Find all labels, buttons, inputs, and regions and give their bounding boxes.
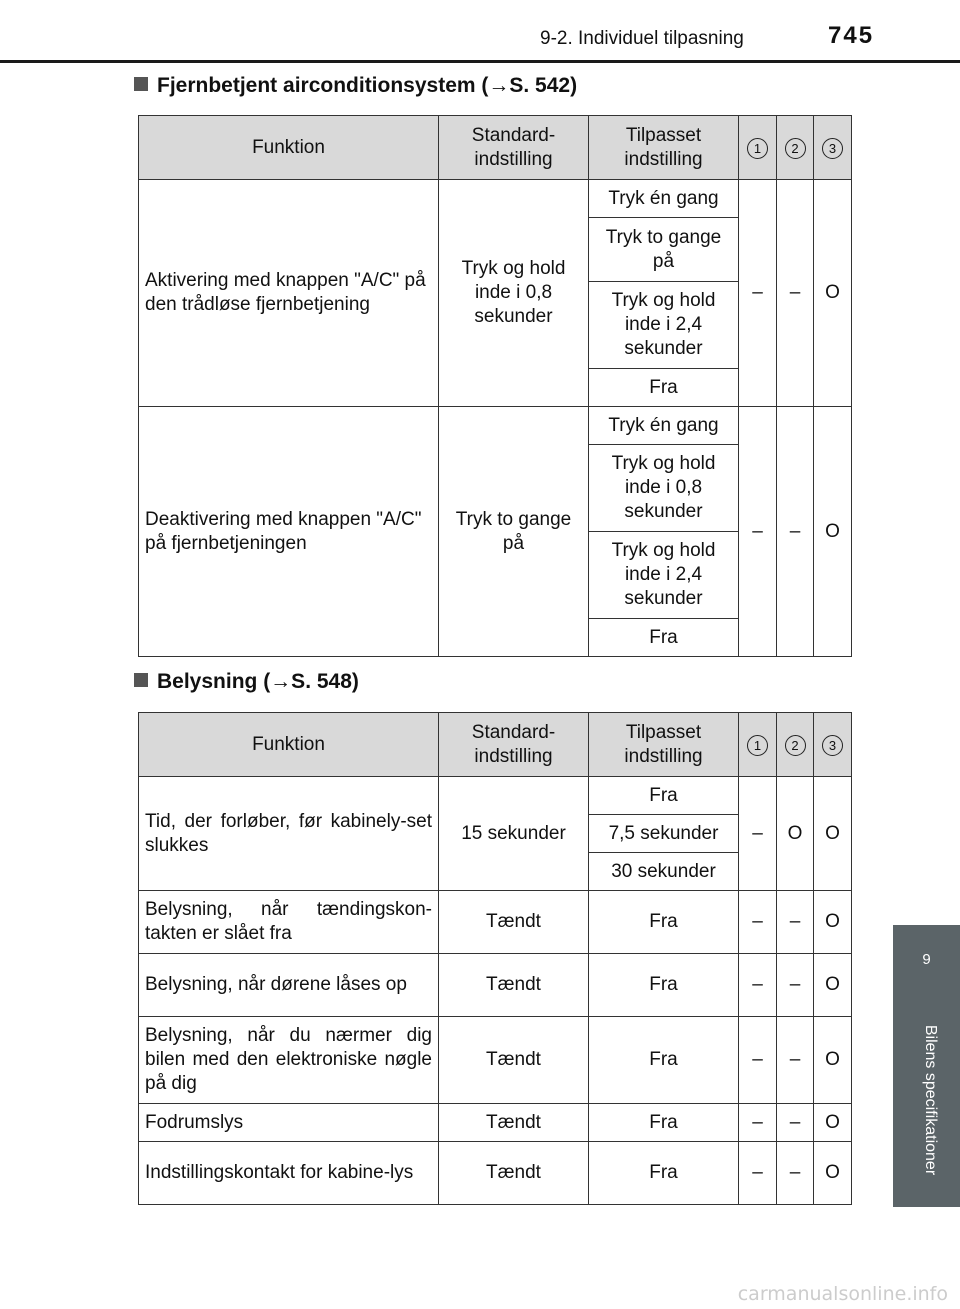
header-rule	[0, 60, 960, 63]
function-cell: Fodrumslys	[139, 1104, 439, 1142]
circled-3-icon: 3	[822, 138, 843, 159]
col3-cell: O	[814, 891, 852, 954]
col-tilpasset: Tilpasset indstilling	[589, 713, 739, 777]
chapter-tab	[893, 925, 960, 1007]
col3-cell: O	[814, 777, 852, 891]
table-row	[139, 954, 852, 1017]
table-row	[139, 1142, 852, 1205]
bullet-square-icon	[134, 673, 148, 687]
col2-cell: O	[777, 777, 814, 891]
circled-1-icon: 1	[747, 735, 768, 756]
col-3	[814, 116, 852, 180]
col1-cell: –	[739, 1142, 777, 1205]
option-cell: Tryk og hold inde i 2,4 sekunder	[589, 532, 739, 619]
circled-1-icon: 1	[747, 138, 768, 159]
col3-cell: O	[814, 1142, 852, 1205]
col-funktion: Funktion	[139, 116, 439, 180]
option-cell: Fra	[589, 1142, 739, 1205]
col2-cell: –	[777, 1142, 814, 1205]
function-cell: Deaktivering med knappen "A/C" på fjernbetjeningen	[139, 407, 439, 657]
default-cell: Tryk to gange på	[439, 407, 589, 657]
function-cell: Belysning, når du nærmer dig bilen med den elektroniske nøgle på dig	[139, 1017, 439, 1104]
option-cell: Fra	[589, 1017, 739, 1104]
section-title: 9-2. Individuel tilpasning	[540, 28, 744, 49]
col1-cell: –	[739, 1017, 777, 1104]
chapter-number: 9	[922, 951, 931, 968]
lighting-table	[138, 712, 852, 1205]
col2-cell: –	[777, 407, 814, 657]
option-cell: Fra	[589, 777, 739, 815]
page-number: 745	[828, 22, 875, 49]
col2-cell: –	[777, 954, 814, 1017]
default-cell: Tændt	[439, 891, 589, 954]
col-standard: Standard- indstilling	[439, 116, 589, 180]
function-cell: Aktivering med knappen "A/C" på den trådløse fjernbetjening	[139, 180, 439, 407]
col1-cell: –	[739, 954, 777, 1017]
col-2	[777, 116, 814, 180]
col-1	[739, 713, 777, 777]
table-row	[139, 777, 852, 815]
col2-cell: –	[777, 180, 814, 407]
bullet-square-icon	[134, 77, 148, 91]
col-1	[739, 116, 777, 180]
col3-cell: O	[814, 407, 852, 657]
circled-2-icon: 2	[785, 735, 806, 756]
function-cell: Indstillingskontakt for kabine-lys	[139, 1142, 439, 1205]
section1-heading	[134, 74, 577, 98]
col-2	[777, 713, 814, 777]
default-cell: Tændt	[439, 954, 589, 1017]
option-cell: Tryk og hold inde i 2,4 sekunder	[589, 282, 739, 369]
table-row	[139, 891, 852, 954]
default-cell: Tændt	[439, 1142, 589, 1205]
function-cell: Tid, der forløber, før kabinely-set slukkes	[139, 777, 439, 891]
table-row	[139, 180, 852, 218]
table-row	[139, 1017, 852, 1104]
option-cell: Tryk én gang	[589, 407, 739, 445]
option-cell: Fra	[589, 891, 739, 954]
section2-heading	[134, 670, 359, 694]
section2-title: Belysning (→S. 548)	[157, 670, 359, 693]
col1-cell: –	[739, 180, 777, 407]
watermark: carmanualsonline.info	[737, 1283, 948, 1305]
default-cell: Tændt	[439, 1104, 589, 1142]
option-cell: Tryk og hold inde i 0,8 sekunder	[589, 445, 739, 532]
col3-cell: O	[814, 1017, 852, 1104]
col-tilpasset: Tilpasset indstilling	[589, 116, 739, 180]
table-header-row	[139, 116, 852, 180]
default-cell: 15 sekunder	[439, 777, 589, 891]
col-3	[814, 713, 852, 777]
col1-cell: –	[739, 407, 777, 657]
col-funktion: Funktion	[139, 713, 439, 777]
table-header-row	[139, 713, 852, 777]
aircon-table	[138, 115, 852, 657]
option-cell: Tryk to gange på	[589, 218, 739, 282]
option-cell: 7,5 sekunder	[589, 815, 739, 853]
page-header	[0, 0, 960, 60]
function-cell: Belysning, når dørene låses op	[139, 954, 439, 1017]
col1-cell: –	[739, 777, 777, 891]
col1-cell: –	[739, 891, 777, 954]
col3-cell: O	[814, 180, 852, 407]
col2-cell: –	[777, 1017, 814, 1104]
col1-cell: –	[739, 1104, 777, 1142]
col2-cell: –	[777, 891, 814, 954]
default-cell: Tryk og hold inde i 0,8 sekunder	[439, 180, 589, 407]
circled-3-icon: 3	[822, 735, 843, 756]
option-cell: Fra	[589, 1104, 739, 1142]
option-cell: Tryk én gang	[589, 180, 739, 218]
col3-cell: O	[814, 954, 852, 1017]
default-cell: Tændt	[439, 1017, 589, 1104]
option-cell: Fra	[589, 619, 739, 657]
section1-title: Fjernbetjent airconditionsystem (→S. 542)	[157, 74, 578, 97]
col-standard: Standard- indstilling	[439, 713, 589, 777]
table-row	[139, 407, 852, 445]
function-cell: Belysning, når tændingskon-takten er slået fra	[139, 891, 439, 954]
chapter-label: Bilens specifikationer	[922, 1024, 939, 1176]
option-cell: Fra	[589, 954, 739, 1017]
table-row	[139, 1104, 852, 1142]
option-cell: Fra	[589, 369, 739, 407]
option-cell: 30 sekunder	[589, 853, 739, 891]
col3-cell: O	[814, 1104, 852, 1142]
circled-2-icon: 2	[785, 138, 806, 159]
col2-cell: –	[777, 1104, 814, 1142]
